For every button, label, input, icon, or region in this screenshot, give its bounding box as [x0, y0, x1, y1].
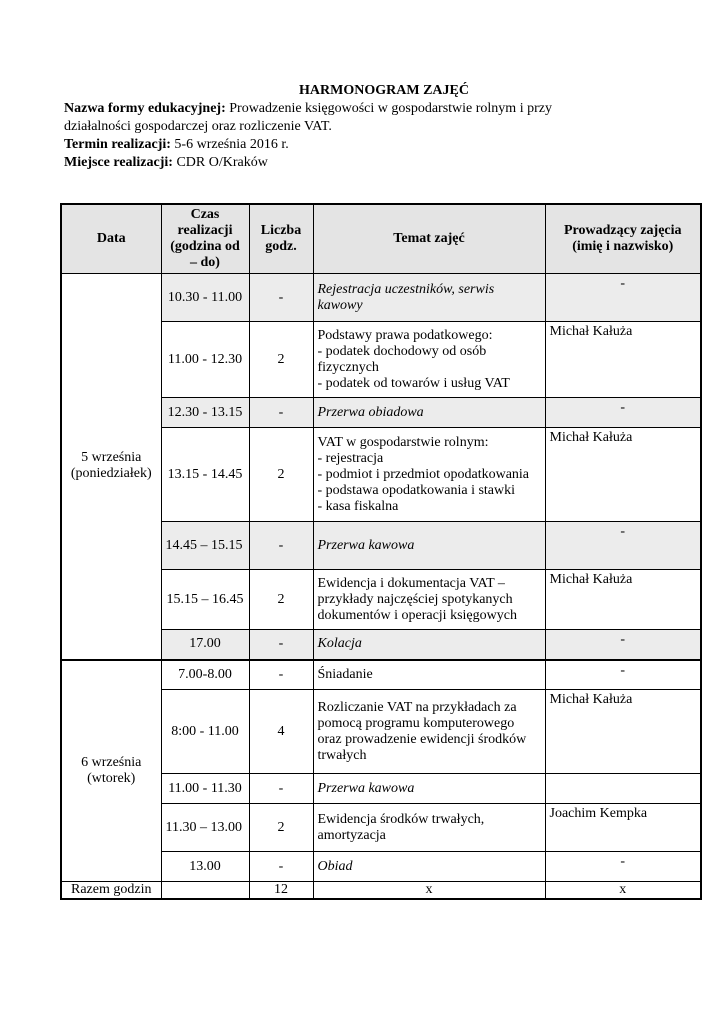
hours-cell: 2: [249, 804, 313, 852]
total-teacher: x: [545, 882, 701, 900]
total-row: [61, 882, 701, 900]
schedule-table: [60, 203, 702, 900]
time-cell: 13.15 - 14.45: [161, 428, 249, 522]
table-row: [61, 660, 701, 690]
form-name-line: [64, 100, 664, 118]
time-cell: 11.00 - 12.30: [161, 322, 249, 398]
teacher-cell: -: [545, 630, 701, 660]
topic-cell: Przerwa obiadowa: [313, 398, 545, 428]
time-cell: 7.00-8.00: [161, 660, 249, 690]
time-cell: 11.00 - 11.30: [161, 774, 249, 804]
topic-cell: [313, 322, 545, 398]
total-topic: x: [313, 882, 545, 900]
teacher-cell: -: [545, 398, 701, 428]
place-value: CDR O/Kraków: [172, 155, 268, 170]
teacher-cell: Joachim Kempka: [545, 804, 701, 852]
time-cell: 17.00: [161, 630, 249, 660]
total-time-empty: [161, 882, 249, 900]
hours-cell: 2: [249, 428, 313, 522]
topic-line: Podstawy prawa podatkowego:: [317, 327, 493, 343]
day2-date-cell: [61, 660, 161, 882]
col-topic: Temat zajęć: [313, 204, 545, 274]
time-cell: 11.30 – 13.00: [161, 804, 249, 852]
topic-cell: Kolacja: [313, 630, 545, 660]
topic-cell: Przerwa kawowa: [313, 522, 545, 570]
topic-line: - kasa fiskalna: [317, 498, 399, 514]
time-cell: 13.00: [161, 852, 249, 882]
hours-cell: 4: [249, 690, 313, 774]
hours-cell: -: [249, 522, 313, 570]
hours-cell: 2: [249, 570, 313, 630]
total-label: Razem godzin: [61, 882, 161, 900]
teacher-cell: Michał Kałuża: [545, 428, 701, 522]
hours-cell: -: [249, 660, 313, 690]
table-row: [61, 274, 701, 322]
teacher-cell: Michał Kałuża: [545, 322, 701, 398]
day1-date: 5 września: [81, 450, 142, 466]
topic-cell: Rejestracja uczestników, serwis kawowy: [313, 274, 545, 322]
topic-cell: Śniadanie: [313, 660, 545, 690]
form-value: Prowadzenie księgowości w gospodarstwie rolnym i przy: [225, 101, 552, 116]
term-line: [64, 136, 664, 154]
day2-date: 6 września: [81, 754, 142, 770]
time-cell: 12.30 - 13.15: [161, 398, 249, 428]
topic-line: - rejestracja: [317, 450, 384, 466]
time-cell: 14.45 – 15.15: [161, 522, 249, 570]
teacher-cell: [545, 774, 701, 804]
time-cell: 10.30 - 11.00: [161, 274, 249, 322]
form-label: Nazwa formy edukacyjnej:: [64, 101, 226, 116]
topic-cell: Ewidencja środków trwałych, amortyzacja: [313, 804, 545, 852]
col-hours: Liczba godz.: [249, 204, 313, 274]
hours-cell: -: [249, 852, 313, 882]
hours-cell: -: [249, 274, 313, 322]
term-label: Termin realizacji:: [64, 137, 171, 152]
hours-cell: 2: [249, 322, 313, 398]
teacher-cell: -: [545, 522, 701, 570]
table-header-row: [61, 204, 701, 274]
teacher-cell: Michał Kałuża: [545, 570, 701, 630]
day2-weekday: (wtorek): [87, 770, 136, 786]
topic-cell: Przerwa kawowa: [313, 774, 545, 804]
col-teacher: Prowadzący zajęcia (imię i nazwisko): [545, 204, 701, 274]
hours-cell: -: [249, 398, 313, 428]
topic-line: - podatek dochodowy od osób fizycznych: [317, 343, 487, 375]
document-header: [64, 82, 664, 172]
teacher-cell: Michał Kałuża: [545, 690, 701, 774]
topic-line: - podmiot i przedmiot opodatkowania: [317, 466, 530, 482]
time-cell: 8:00 - 11.00: [161, 690, 249, 774]
teacher-cell: -: [545, 852, 701, 882]
place-label: Miejsce realizacji:: [64, 155, 173, 170]
place-line: [64, 154, 664, 172]
time-cell: 15.15 – 16.45: [161, 570, 249, 630]
topic-line: - podstawa opodatkowania i stawki: [317, 482, 516, 498]
form-value-cont: działalności gospodarczej oraz rozliczenie VAT.: [64, 119, 332, 134]
teacher-cell: -: [545, 660, 701, 690]
hours-cell: -: [249, 630, 313, 660]
page-title: HARMONOGRAM ZAJĘĆ: [299, 83, 469, 98]
topic-cell: Rozliczanie VAT na przykładach za pomocą programu komputerowego oraz prowadzenie ewidencji środków trwałych: [313, 690, 545, 774]
total-hours: 12: [249, 882, 313, 900]
col-date: Data: [61, 204, 161, 274]
topic-cell: [313, 428, 545, 522]
term-value: 5-6 września 2016 r.: [170, 137, 289, 152]
teacher-cell: -: [545, 274, 701, 322]
topic-cell: Obiad: [313, 852, 545, 882]
topic-cell: Ewidencja i dokumentacja VAT – przykłady najczęściej spotykanych dokumentów i operacji księgowych: [313, 570, 545, 630]
day1-weekday: (poniedziałek): [70, 466, 152, 482]
day1-date-cell: [61, 274, 161, 660]
topic-line: VAT w gospodarstwie rolnym:: [317, 434, 489, 450]
topic-line: - podatek od towarów i usług VAT: [317, 375, 510, 391]
hours-cell: -: [249, 774, 313, 804]
col-time: Czas realizacji (godzina od – do): [161, 204, 249, 274]
